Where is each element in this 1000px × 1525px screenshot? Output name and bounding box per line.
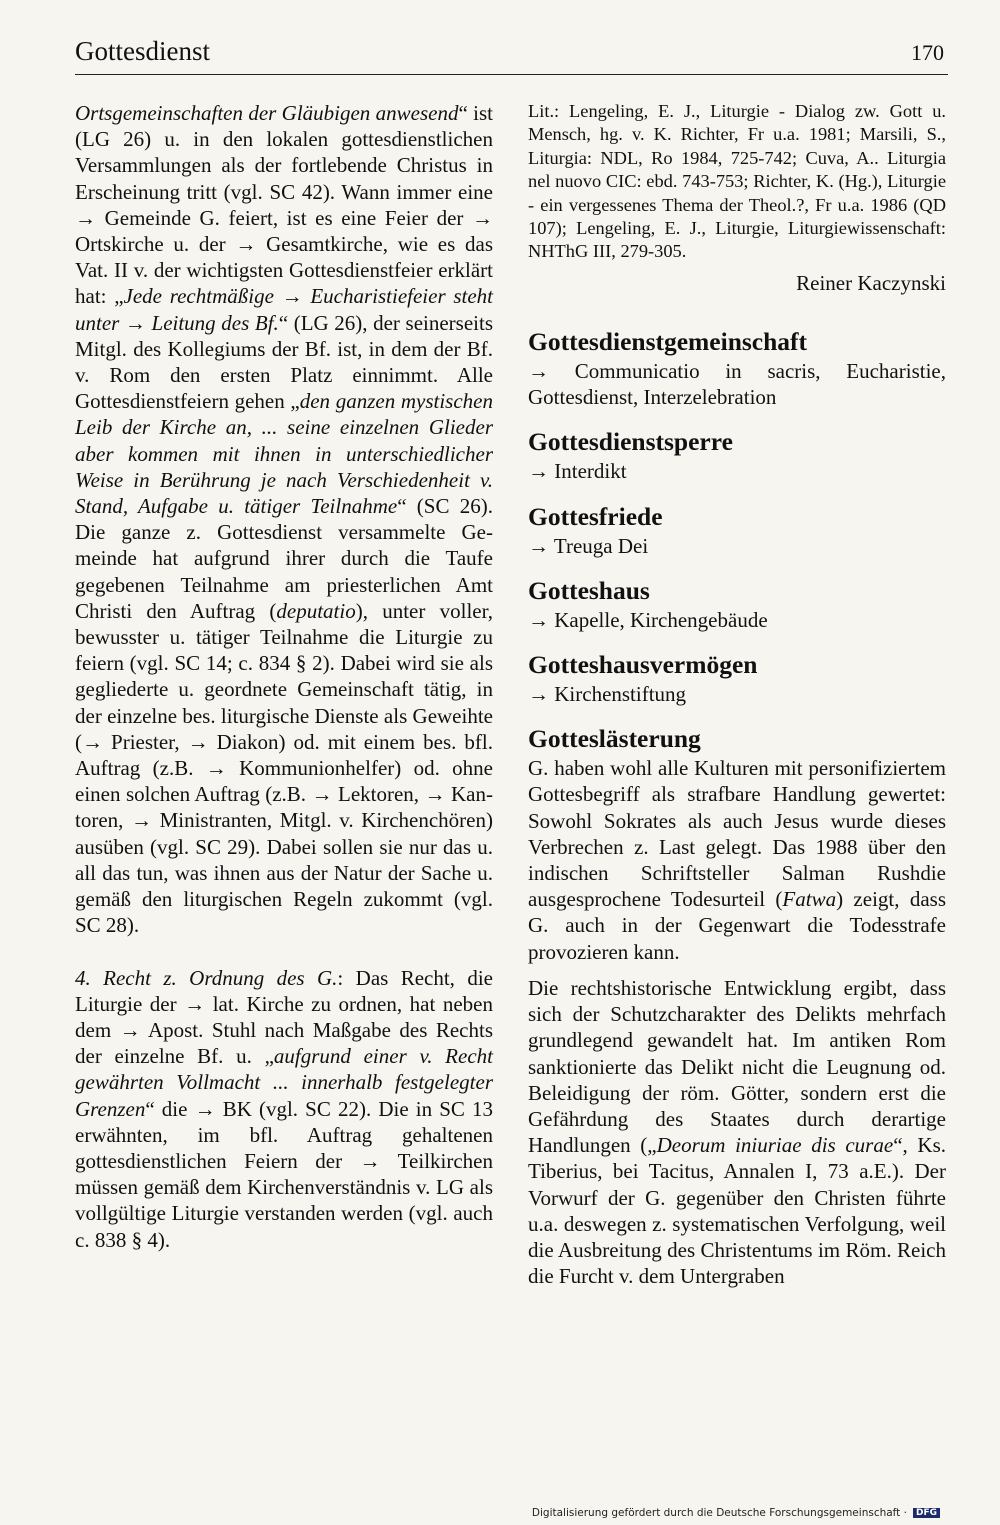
cross-reference: → Kirchenstiftung	[528, 682, 687, 707]
literature-list: Lit.: Lengeling, E. J., Liturgie - Dialog zw. Gott u. Mensch, hg. v. K. Richter, Fr u.a. 1981; Marsili, S., Liturgia: NDL, Ro 1984, 725-742; Cuva, A.. Liturgia nel nuovo CIC: ebd. 743-753; Richter, K. (Hg.), Liturgie - ein vergessenes Thema der Theol.?, Fr u.a. 1986 (QD 107); Lengeling, E. J., Liturgie, Liturgiewissenschaft: NHThG III, 279-305.	[528, 101, 946, 262]
author-name: Reiner Kaczynski	[796, 270, 946, 295]
running-head: Gottesdienst	[75, 36, 210, 66]
entry-gotteshausvermoegen	[528, 649, 946, 707]
cross-reference: → Interdikt	[528, 459, 627, 484]
body-paragraph: Ortsgemeinschaften der Gläubigen anwesend“ ist (LG 26) u. in den lokalen gottesdienstlichen Versammlungen als der fortlebende Christus in Erscheinung tritt (vgl. SC 42). Wann immer eine → Gemeinde G. feiert, ist es eine Feier der → Ortskirche u. der → Gesamtkirche, wie es das Vat. II v. der wichtigsten Gottesdienstfeier erklärt hat: „Jede rechtmäßige → Eucharistiefeier steht unter → Leitung des Bf.“ (LG 26), der seinerseits Mitgl. des Kollegiums der Bf. ist, in dem der Bf. v. Rom den ersten Platz einnimmt. Alle Gottesdienstfeiern gehen „den ganzen mystischen Leib der Kirche an, ... seine einzelnen Glieder aber kommen mit ihnen in unterschiedlicher Weise in Berührung je nach Verschiedenheit v. Stand, Aufgabe u. tätiger Teilnahme“ (SC 26). Die ganze z. Gottesdienst versammelte Gemeinde hat aufgrund ihrer durch die Taufe gegebenen Teilnahme am priesterlichen Amt Christi den Auftrag (deputatio), unter voller, bewusster u. tätiger Teilnahme die Liturgie zu feiern (vgl. SC 14; c. 834 § 2). Dabei wird sie als gegliederte u. geordnete Gemeinschaft tätig, in der einzelne bes. liturgische Dienste als Geweihte (→ Priester, → Diakon) od. mit einem bes. bfl. Auftrag (z.B. → Kommunionhelfer) od. ohne einen solchen Auftrag (z.B. → Lektoren, → Kantoren, → Ministranten, Mitgl. v. Kirchenchören) ausüben (vgl. SC 29). Dabei sollen sie nur das u. all das tun, was ihnen aus der Natur der Sache u. gemäß den liturgischen Regeln zukommt (vgl. SC 28).	[75, 101, 493, 938]
entry-gottesdienstgemeinschaft	[528, 326, 946, 410]
entry-headword: Gotteshausvermögen	[528, 650, 758, 680]
entry-headword: Gottesdienstgemeinschaft	[528, 327, 808, 357]
cross-reference: → Communicatio in sacris, Eucharistie, Gottesdienst, Interzelebration	[528, 359, 946, 410]
footer-text: Digitalisierung gefördert durch die Deutsche Forschungsgemeinschaft ·	[531, 1507, 907, 1519]
entry-headword: Gotteslästerung	[528, 724, 701, 754]
entry-body: G. haben wohl alle Kulturen mit personifiziertem Gottesbegriff als strafbare Handlung gewertet: Sowohl Sokrates als auch Jesus wurde dieses Verbrechen z. Last gelegt. Das 1988 über den indischen Schriftsteller Salman Rushdie ausgesprochene Todesurteil (Fatwa) zeigt, dass G. auch in der Gegenwart die Todesstrafe provozieren kann.	[528, 756, 946, 964]
digitization-credit	[532, 1507, 940, 1519]
cross-reference: → Kapelle, Kirchengebäude	[528, 607, 768, 632]
entry-gotteslaesterung	[528, 723, 946, 965]
entry-headword: Gottesdienstsperre	[528, 427, 733, 457]
right-column	[528, 100, 946, 1289]
entry-headword: Gotteshaus	[528, 575, 650, 605]
entry-gottesdienstsperre	[528, 426, 946, 484]
header-rule	[75, 74, 948, 75]
dfg-logo: DFG	[913, 1508, 940, 1518]
page-number: 170	[911, 40, 944, 65]
entry-headword: Gottesfriede	[528, 501, 663, 531]
entry-gotteshaus	[528, 575, 946, 633]
body-paragraph: Die rechtshistorische Entwicklung ergibt, dass sich der Schutzcharakter des Delikts mehrfach grundlegend gewandelt hat. Im antiken Rom sanktionierte das Delikt nicht die Leugnung od. Beleidigung der röm. Götter, sondern erst die Gefährdung des Staates durch derartige Handlungen („Deorum iniuriae dis curae“, Ks. Tiberius, bei Tacitus, Annalen I, 73 a.E.). Der Vorwurf der G. gegenüber den Christen führte u.a. deswegen z. systematischen Verfolgung, weil die Ausbreitung des Christentums im Röm. Reich die Furcht v. dem Untergraben	[528, 975, 946, 1289]
section-4-paragraph: 4. Recht z. Ordnung des G.: Das Recht, die Liturgie der → lat. Kirche zu ordnen, hat neben dem → Apost. Stuhl nach Maßgabe des Rechts der einzelne Bf. u. „aufgrund einer v. Recht gewährten Vollmacht ... innerhalb festgelegter Grenzen“ die → BK (vgl. SC 22). Die in SC 13 erwähnten, im bfl. Auftrag gehaltenen gottesdienstlichen Feiern der → Teilkirchen müssen gemäß dem Kirchenverständnis v. LG als vollgültige Liturgie verstanden werden (vgl. auch c. 838 § 4).	[75, 965, 493, 1252]
left-column	[75, 100, 493, 1253]
cross-reference: → Treuga Dei	[528, 533, 649, 558]
entry-gottesfriede	[528, 501, 946, 559]
